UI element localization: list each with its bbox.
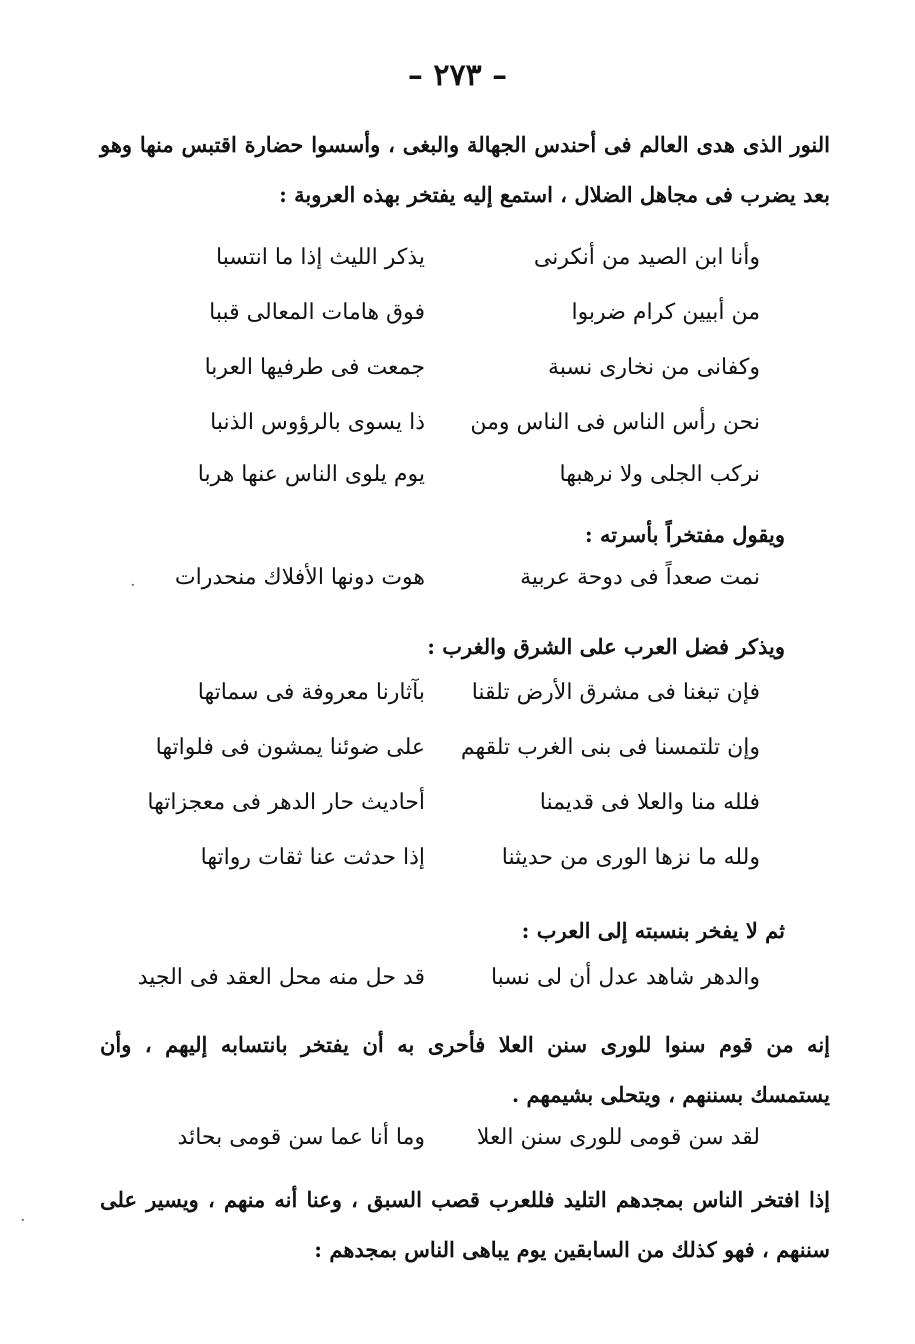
verse-first-hemistich: نمت صعداً فى دوحة عربية — [520, 565, 760, 590]
section-heading: ويذكر فضل العرب على الشرق والغرب : — [427, 634, 785, 659]
verse-second-hemistich: على ضوئنا يمشون فى فلواتها — [155, 735, 425, 760]
verse-first-hemistich: وأنا ابن الصيد من أنكرنى — [533, 245, 760, 270]
margin-scan-speck: · — [130, 575, 136, 596]
verse-first-hemistich: نحن رأس الناس فى الناس ومن — [470, 410, 760, 435]
verse-line — [137, 965, 790, 1005]
verse-line — [150, 565, 790, 605]
verse-line — [150, 410, 790, 450]
section-heading: ثم لا يفخر بنسبته إلى العرب : — [521, 918, 785, 943]
verse-first-hemistich: لقد سن قومى للورى سنن العلا — [476, 1125, 760, 1150]
verse-first-hemistich: وكفانى من نخارى نسبة — [548, 355, 760, 380]
section-heading: ويقول مفتخراً بأسرته : — [584, 522, 785, 547]
verse-second-hemistich: ذا يسوى بالرؤوس الذنبا — [210, 410, 425, 435]
verse-first-hemistich: فلله منا والعلا فى قديمنا — [539, 790, 760, 815]
verse-line — [147, 790, 790, 830]
verse-line — [150, 245, 790, 285]
verse-second-hemistich: وما أنا عما سن قومى بحائد — [177, 1125, 425, 1150]
verse-second-hemistich: جمعت فى طرفيها العربا — [204, 355, 425, 380]
verse-line — [150, 300, 790, 340]
verse-line — [150, 355, 790, 395]
verse-second-hemistich: يذكر الليث إذا ما انتسبا — [216, 245, 425, 270]
verse-second-hemistich: فوق هامات المعالى قببا — [209, 300, 425, 325]
verse-line — [150, 680, 790, 720]
verse-second-hemistich: بآثارنا معروفة فى سماتها — [197, 680, 425, 705]
verse-first-hemistich: فإن تبغنا فى مشرق الأرض تلقنا — [471, 680, 760, 705]
verse-line — [150, 462, 790, 502]
page-number: – ٢٧٣ – — [407, 58, 508, 93]
verse-first-hemistich: وإن تلتمسنا فى بنى الغرب تلقهم — [460, 735, 760, 760]
verse-line — [150, 735, 790, 775]
verse-first-hemistich: والدهر شاهد عدل أن لى نسبا — [490, 965, 760, 990]
verse-second-hemistich: أحاديث حار الدهر فى معجزاتها — [147, 790, 425, 815]
verse-first-hemistich: نركب الجلى ولا نرهبها — [559, 462, 760, 487]
verse-second-hemistich: إذا حدثت عنا ثقات رواتها — [200, 845, 425, 870]
verse-first-hemistich: من أبيين كرام ضربوا — [571, 300, 760, 325]
verse-second-hemistich: يوم يلوى الناس عنها هربا — [197, 462, 425, 487]
intro-paragraph: النور الذى هدى العالم فى أحندس الجهالة والبغى ، وأسسوا حضارة اقتبس منها وهو بعد يضرب فى مجاهل الضلال ، استمع إليه يفتخر بهذه العروبة : — [100, 132, 830, 207]
verse-first-hemistich: ولله ما نزها الورى من حديثنا — [501, 845, 760, 870]
body-paragraph: إذا افتخر الناس بمجدهم التليد فللعرب قصب السبق ، وعنا أنه منهم ، ويسير على سننهم ، فهو كذلك من السابقين يوم يباهى الناس بمجدهم : — [100, 1187, 830, 1262]
verse-line — [150, 845, 790, 885]
verse-line — [150, 1125, 790, 1165]
body-paragraph: إنه من قوم سنوا للورى سنن العلا فأحرى به أن يفتخر بانتسابه إليهم ، وأن يستمسك بسننهم ، ويتحلى بشيمهم . — [100, 1032, 830, 1107]
margin-scan-speck: · — [20, 1210, 26, 1231]
verse-second-hemistich: قد حل منه محل العقد فى الجيد — [137, 965, 425, 990]
verse-second-hemistich: هوت دونها الأفلاك منحدرات — [174, 565, 425, 590]
